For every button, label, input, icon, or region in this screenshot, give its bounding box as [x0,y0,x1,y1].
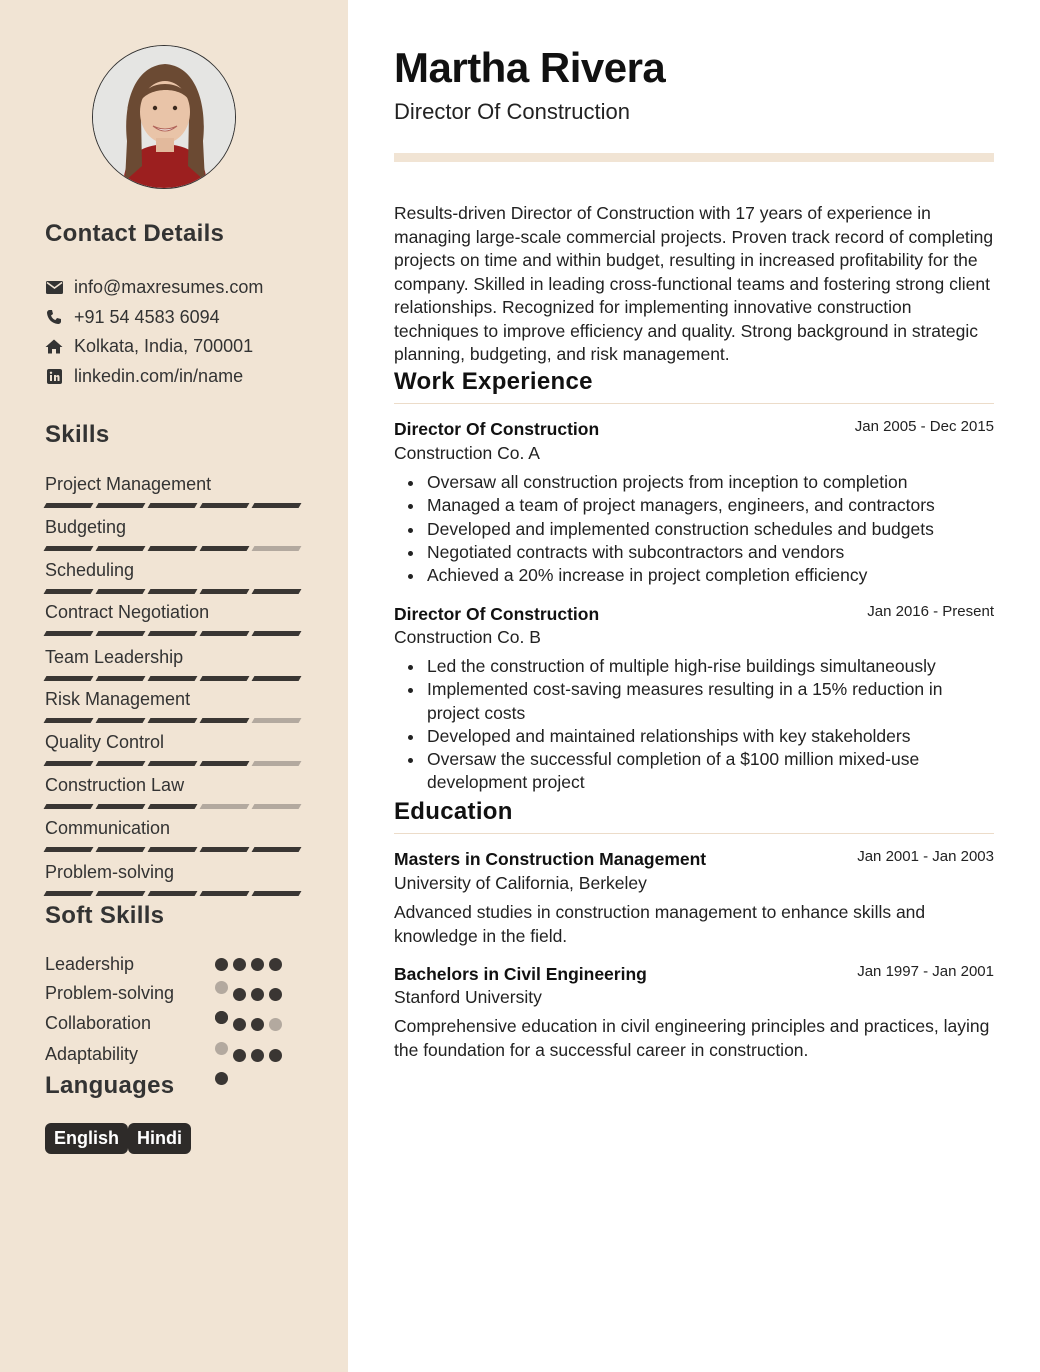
school-name: University of California, Berkeley [394,873,647,893]
rating-dot-filled [269,1049,282,1062]
skill-bar-filled [44,761,94,766]
education-divider [394,833,994,834]
job-company: Construction Co. B [394,627,541,647]
rating-dot-filled [269,958,282,971]
list-item: Oversaw the successful completion of a $100 million mixed-use development project [394,748,994,795]
degree-title: Bachelors in Civil Engineering [394,964,647,984]
skill-item [45,473,305,508]
job-title: Director Of Construction [394,604,600,624]
rating-dot-empty [269,1018,282,1031]
skill-bar-filled [148,761,198,766]
skill-bar-filled [44,546,94,551]
header-divider [394,153,994,162]
degree-title: Masters in Construction Management [394,849,707,869]
skill-bar-filled [200,718,250,723]
skill-bar-filled [44,676,94,681]
skill-level-bars [45,891,305,896]
soft-skill-name: Adaptability [45,1044,139,1064]
rating-dot-empty [215,981,228,994]
contact-location-text: Kolkata, India, 700001 [74,335,254,356]
skill-level-bars [45,718,305,723]
contact-linkedin[interactable] [45,364,243,388]
skill-bar-empty [252,546,302,551]
candidate-title: Director Of Construction [394,99,630,124]
rating-dot-filled [251,958,264,971]
skill-bar-filled [252,847,302,852]
job-dates: Jan 2016 - Present [867,603,994,620]
linkedin-icon [45,367,63,385]
list-item: Implemented cost-saving measures resulting in a 15% reduction in project costs [394,678,994,725]
soft-skill-name: Collaboration [45,1013,152,1033]
job-company: Construction Co. A [394,443,540,463]
job-bullets [394,471,994,587]
skill-bar-filled [252,589,302,594]
skill-name: Scheduling [45,560,135,580]
job-dates: Jan 2005 - Dec 2015 [854,418,994,435]
skill-bar-filled [96,676,146,681]
degree-dates: Jan 1997 - Jan 2001 [857,963,994,980]
skill-item [45,601,305,636]
skill-bar-filled [96,503,146,508]
language-badge: Hindi [128,1123,191,1154]
skill-level-bars [45,503,305,508]
envelope-icon [45,278,63,296]
skill-level-bars [45,676,305,681]
skill-bar-filled [148,589,198,594]
skill-item [45,774,305,809]
profile-photo [93,46,236,189]
rating-dot-filled [233,1018,246,1031]
rating-dot-filled [215,958,228,971]
skill-name: Budgeting [45,517,127,537]
rating-dot-filled [251,1049,264,1062]
skill-bar-filled [96,847,146,852]
job-bullets [394,655,994,795]
home-icon [45,337,63,355]
contact-email-text: info@maxresumes.com [74,276,264,297]
education-heading: Education [394,798,513,825]
rating-dot-filled [233,958,246,971]
skill-name: Team Leadership [45,647,184,667]
skill-bar-filled [96,891,146,896]
skill-bar-filled [148,503,198,508]
skill-bar-filled [96,631,146,636]
list-item: Oversaw all construction projects from inception to completion [394,471,994,494]
skill-bar-filled [96,718,146,723]
skill-bar-filled [148,546,198,551]
rating-dot-filled [215,1072,228,1085]
skill-bar-filled [200,631,250,636]
list-item: Managed a team of project managers, engineers, and contractors [394,494,994,517]
skill-name: Communication [45,818,171,838]
skill-bar-filled [96,589,146,594]
skill-name: Project Management [45,474,212,494]
skill-bar-empty [200,804,250,809]
rating-dot-empty [215,1042,228,1055]
soft-skills-heading: Soft Skills [45,902,165,929]
skill-bar-filled [44,589,94,594]
degree-description: Comprehensive education in civil engineering principles and practices, laying the foundation for a successful career in construction. [394,1016,990,1060]
skill-bar-filled [96,761,146,766]
skill-bar-empty [252,804,302,809]
skill-item [45,817,305,852]
list-item: Developed and maintained relationships with key stakeholders [394,725,994,748]
candidate-name: Martha Rivera [394,44,666,91]
skill-bar-filled [148,891,198,896]
skills-heading: Skills [45,421,110,448]
skill-name: Quality Control [45,732,165,752]
job-title: Director Of Construction [394,419,600,439]
rating-dot-filled [251,988,264,1001]
skill-bar-filled [44,891,94,896]
phone-icon [45,308,63,326]
skill-bar-filled [200,676,250,681]
skill-item [45,559,305,594]
skill-bar-filled [252,891,302,896]
school-name: Stanford University [394,987,542,1007]
skill-bar-filled [148,804,198,809]
contact-location [45,334,253,358]
skill-bar-filled [200,891,250,896]
skill-bar-filled [44,718,94,723]
rating-dot-filled [233,1049,246,1062]
skill-level-bars [45,631,305,636]
contact-phone-text: +91 54 4583 6094 [74,306,220,327]
skill-level-bars [45,761,305,766]
skill-bar-filled [148,847,198,852]
skill-bar-filled [44,804,94,809]
skill-item [45,646,305,681]
skill-bar-filled [200,589,250,594]
contact-heading: Contact Details [45,220,225,247]
skill-item [45,516,305,551]
skill-name: Problem-solving [45,862,175,882]
degree-dates: Jan 2001 - Jan 2003 [857,848,994,865]
list-item: Led the construction of multiple high-rise buildings simultaneously [394,655,994,678]
skill-level-bars [45,847,305,852]
skill-bar-filled [200,503,250,508]
work-divider [394,403,994,404]
skill-bar-filled [96,804,146,809]
skill-bar-filled [200,546,250,551]
skill-bar-filled [44,847,94,852]
language-badge: English [45,1123,128,1154]
rating-dot-filled [215,1011,228,1024]
skill-bar-filled [200,761,250,766]
languages-heading: Languages [45,1072,175,1099]
contact-phone[interactable] [45,305,220,329]
skill-item [45,688,305,723]
summary-text: Results-driven Director of Construction with 17 years of experience in managing large-scale commercial projects. Proven track record of completing projects on time and within budget, resulting in increased profitability for the company. Skilled in leading cross-functional teams and fostering strong client relationships. Recognized for implementing innovative construction techniques to improve efficiency and quality. Strong background in strategic planning, budgeting, and risk management. [394,203,994,364]
list-item: Negotiated contracts with subcontractors and vendors [394,541,994,564]
work-heading: Work Experience [394,368,593,395]
skill-bar-filled [148,676,198,681]
list-item: Developed and implemented construction schedules and budgets [394,518,994,541]
skill-bar-empty [252,718,302,723]
rating-dot-filled [233,988,246,1001]
avatar [92,45,236,189]
skill-level-bars [45,546,305,551]
rating-dot-filled [269,988,282,1001]
skill-bar-filled [44,503,94,508]
skill-bar-filled [252,676,302,681]
skill-name: Contract Negotiation [45,602,210,622]
contact-linkedin-text: linkedin.com/in/name [74,365,244,386]
skill-item [45,731,305,766]
sidebar [0,0,348,1372]
skill-name: Risk Management [45,689,191,709]
skill-bar-empty [252,761,302,766]
contact-email[interactable] [45,275,263,299]
skill-bar-filled [200,847,250,852]
skill-level-bars [45,804,305,809]
skill-bar-filled [44,631,94,636]
skill-level-bars [45,589,305,594]
skill-bar-filled [252,503,302,508]
soft-skill-name: Problem-solving [45,983,175,1003]
skill-bar-filled [252,631,302,636]
list-item: Achieved a 20% increase in project completion efficiency [394,564,994,587]
skill-item [45,861,305,896]
rating-dot-filled [251,1018,264,1031]
degree-description: Advanced studies in construction management to enhance skills and knowledge in the field. [394,902,926,946]
main-content [348,0,1040,1372]
soft-skill-name: Leadership [45,954,135,974]
skill-bar-filled [148,631,198,636]
skill-bar-filled [148,718,198,723]
skill-name: Construction Law [45,775,185,795]
skill-bar-filled [96,546,146,551]
